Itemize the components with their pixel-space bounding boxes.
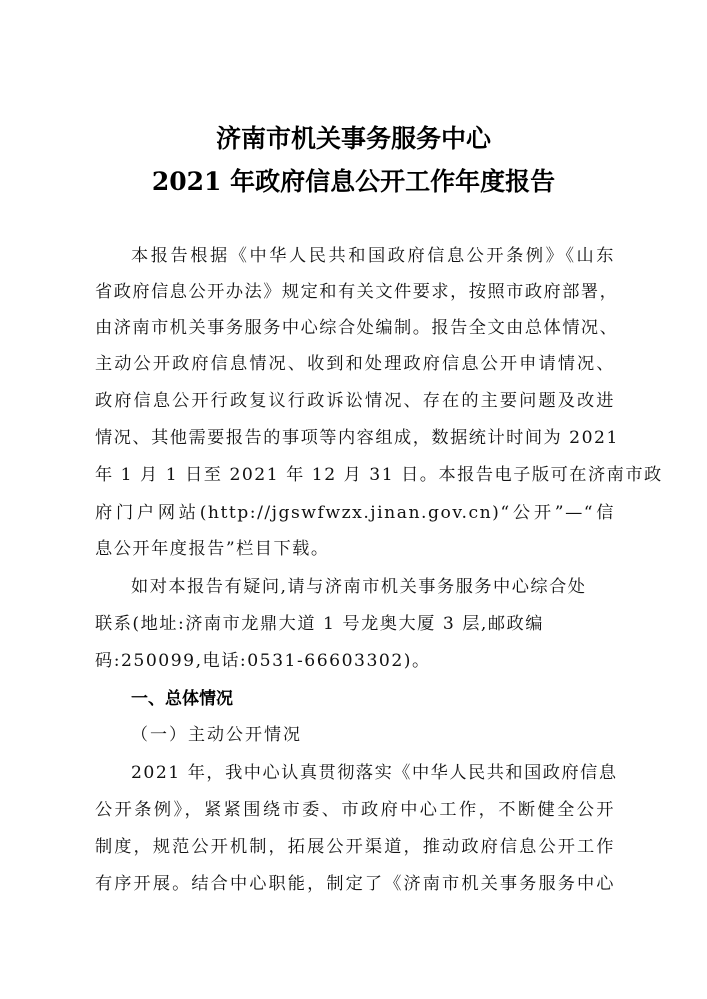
report-title-line2: 2021 年政府信息公开工作年度报告 (151, 167, 556, 196)
report-title-line1: 济南市机关事务服务中心 (215, 124, 491, 153)
section-heading-overview: 一、总体情况 (131, 689, 233, 709)
subsection-heading-active-disclosure: （一）主动公开情况 (131, 725, 302, 745)
intro-line: 息公开年度报告”栏目下载。 (95, 539, 330, 559)
contact-line: 码:250099,电话:0531-66603302)。 (95, 651, 431, 671)
body-line: 2021 年，我中心认真贯彻落实《中华人民共和国政府信息 (131, 763, 618, 783)
intro-line-with-link: 府门户网站(http://jgswfwzx.jinan.gov.cn)“公开”—“信 (95, 503, 615, 523)
intro-line: 主动公开政府信息情况、收到和处理政府信息公开申请情况、 (95, 354, 615, 374)
intro-line: 本报告根据《中华人民共和国政府信息公开条例》《山东 (131, 246, 615, 266)
intro-line: 情况、其他需要报告的事项等内容组成，数据统计时间为 2021 (95, 428, 619, 448)
intro-line: 由济南市机关事务服务中心综合处编制。报告全文由总体情况、 (95, 318, 619, 338)
body-line: 制度，规范公开机制，拓展公开渠道，推动政府信息公开工作 (95, 837, 615, 857)
contact-line: 联系(地址:济南市龙鼎大道 1 号龙奥大厦 3 层,邮政编 (95, 614, 544, 634)
contact-line: 如对本报告有疑问,请与济南市机关事务服务中心综合处 (131, 577, 587, 597)
intro-line: 年 1 月 1 日至 2021 年 12 月 31 日。本报告电子版可在济南市政 (95, 465, 663, 485)
body-line: 公开条例》，紧紧围绕市委、市政府中心工作，不断健全公开 (95, 800, 615, 820)
intro-line: 政府信息公开行政复议行政诉讼情况、存在的主要问题及改进 (95, 391, 615, 411)
body-line: 有序开展。结合中心职能，制定了《济南市机关事务服务中心 (95, 874, 615, 894)
intro-line: 省政府信息公开办法》规定和有关文件要求，按照市政府部署， (95, 282, 619, 302)
